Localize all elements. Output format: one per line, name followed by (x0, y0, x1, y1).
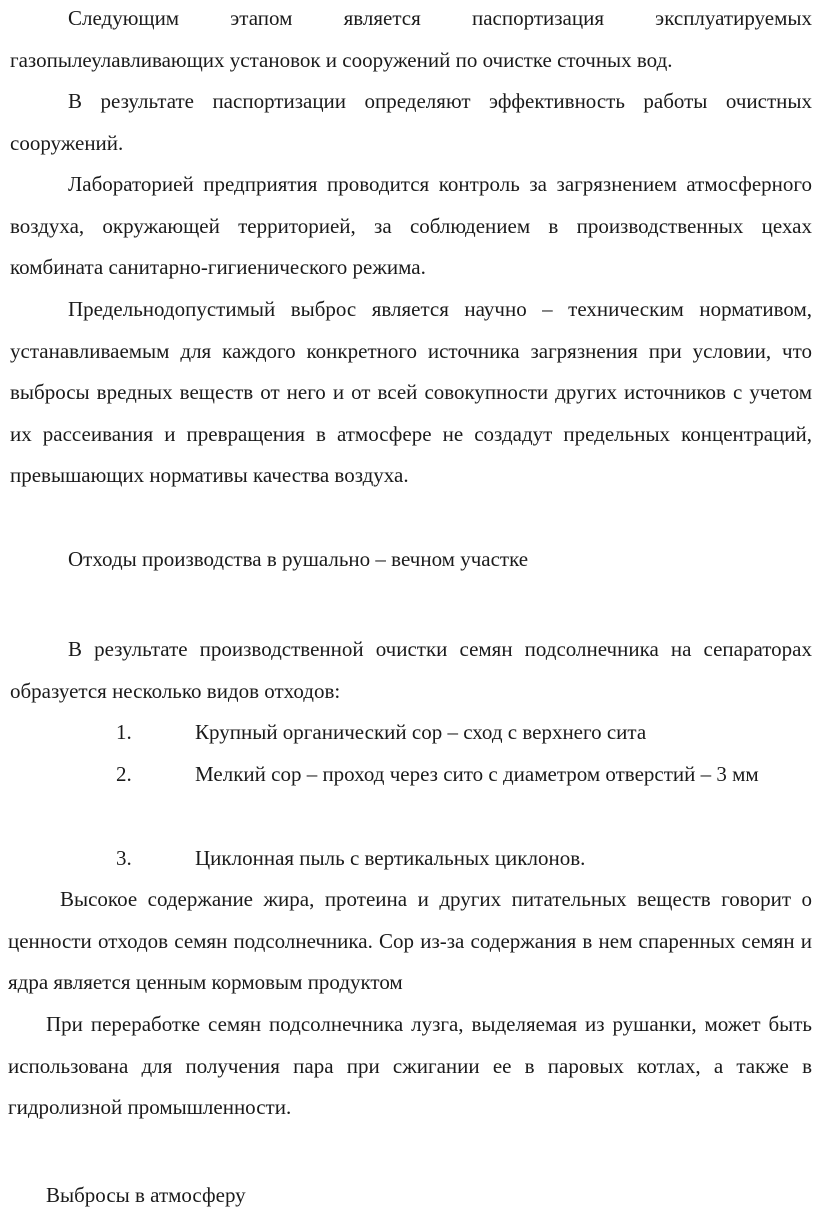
paragraph-efficiency: В результате паспортизации определяют эффективность работы очистных сооружений. (10, 89, 812, 155)
list-item-text: Циклонная пыль с вертикальных циклонов. (195, 846, 586, 870)
paragraph-passportization: Следующим этапом является паспортизация эксплуатируемых газопылеулавливающих установок и сооружений по очистке сточных вод. (10, 6, 812, 72)
section-heading-emissions: Выбросы в атмосферу (46, 1183, 246, 1207)
paragraph-separators: В результате производственной очистки семян подсолнечника на сепараторах образуется несколько видов отходов: (10, 637, 812, 703)
list-item-number: 1. (116, 720, 132, 744)
list-item-number: 3. (116, 846, 132, 870)
list-item-text: Мелкий сор – проход через сито с диаметром отверстий – 3 мм (195, 762, 759, 786)
list-item-text: Крупный органический сор – сход с верхнего сита (195, 720, 647, 744)
paragraph-husk-use: При переработке семян подсолнечника лузга, выделяемая из рушанки, может быть использована для получения пара при сжигании ее в паровых котлах, а также в гидролизной промышленности. (8, 1012, 812, 1119)
paragraph-nutrients: Высокое содержание жира, протеина и других питательных веществ говорит о ценности отходов семян подсолнечника. Сор из-за содержания в нем спаренных семян и ядра является ценным кормовым продуктом (8, 887, 812, 994)
list-item-number: 2. (116, 762, 132, 786)
paragraph-lab-control: Лабораторией предприятия проводится контроль за загрязнением атмосферного воздуха, окружающей территорией, за соблюдением в производственных цехах комбината санитарно-гигиенического режима. (10, 172, 812, 279)
paragraph-max-emission: Предельнодопустимый выброс является научно – техническим нормативом, устанавливаемым для каждого конкретного источника загрязнения при условии, что выбросы вредных веществ от него и от всей совокупности других источников с учетом их рассеивания и превращения в атмосфере не создадут предельных концентраций, превышающих нормативы качества воздуха. (10, 297, 812, 487)
section-heading-waste: Отходы производства в рушально – вечном участке (68, 547, 529, 571)
